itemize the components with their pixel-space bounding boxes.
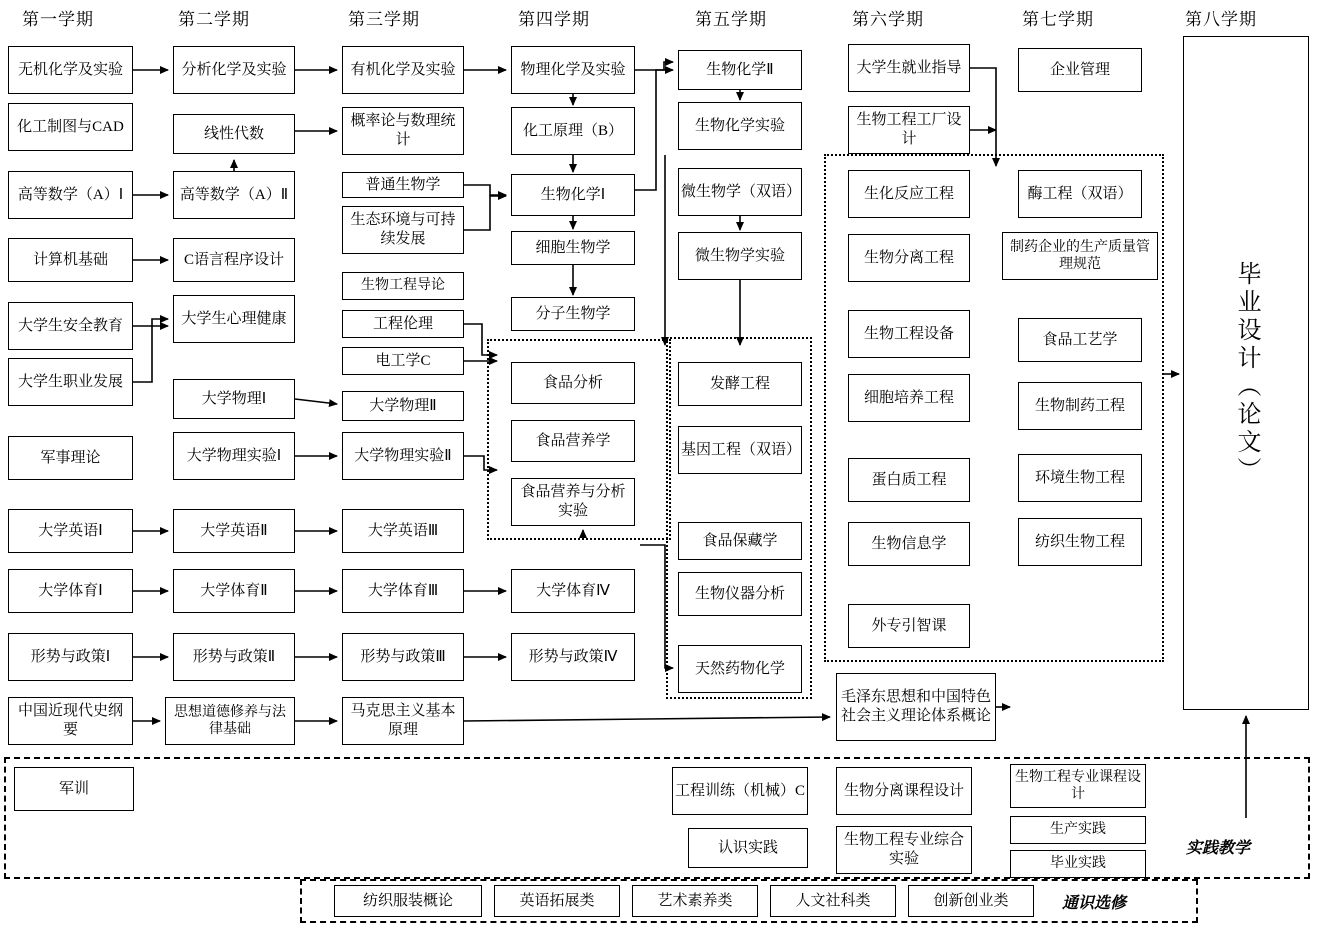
course-node[interactable]: 食品分析 [511,362,635,404]
course-node[interactable]: 生物制药工程 [1018,382,1142,430]
course-node[interactable]: 物理化学及实验 [511,46,635,94]
graduation-design-node[interactable]: 毕业设计（论文） [1183,36,1309,710]
course-node[interactable]: 大学英语Ⅰ [8,509,133,553]
course-node[interactable]: 形势与政策Ⅱ [173,633,295,681]
course-node[interactable]: 线性代数 [173,114,295,154]
practice-node[interactable]: 生物工程专业课程设计 [1010,764,1146,808]
practice-node[interactable]: 认识实践 [688,828,808,868]
course-node[interactable]: 发酵工程 [678,362,802,406]
course-node[interactable]: 有机化学及实验 [342,46,464,94]
course-node[interactable]: 生物化学实验 [678,102,802,150]
elective-node[interactable]: 人文社科类 [770,885,896,917]
course-node[interactable]: 企业管理 [1018,48,1142,92]
course-node[interactable]: 化工制图与CAD [8,103,133,151]
practice-node-military-training[interactable]: 军训 [14,767,134,811]
elective-node[interactable]: 创新创业类 [908,885,1034,917]
elective-node[interactable]: 艺术素养类 [632,885,758,917]
course-node[interactable]: 大学物理实验Ⅰ [173,432,295,480]
course-node[interactable]: 高等数学（A）Ⅱ [173,171,295,219]
course-node[interactable]: 食品工艺学 [1018,318,1142,362]
course-node[interactable]: 生物工程导论 [342,272,464,300]
course-node[interactable]: 酶工程（双语） [1018,170,1142,218]
course-node[interactable]: 生态环境与可持续发展 [342,206,464,254]
course-node[interactable]: 计算机基础 [8,238,133,282]
course-node[interactable]: 无机化学及实验 [8,46,133,94]
semester-title: 第二学期 [178,10,250,29]
elective-node[interactable]: 纺织服装概论 [334,885,482,917]
course-node[interactable]: 大学英语Ⅱ [173,509,295,553]
course-node[interactable]: 外专引智课 [848,604,970,648]
practice-node[interactable]: 毕业实践 [1010,850,1146,878]
course-node[interactable]: 形势与政策Ⅲ [342,633,464,681]
course-node[interactable]: 大学物理Ⅱ [342,391,464,421]
course-node[interactable]: 生物化学Ⅰ [511,174,635,216]
course-node[interactable]: 生物化学Ⅱ [678,50,802,90]
course-node[interactable]: 细胞生物学 [511,231,635,265]
course-node[interactable]: 毛泽东思想和中国特色社会主义理论体系概论 [836,673,996,741]
practice-node[interactable]: 生物分离课程设计 [836,767,972,815]
course-node[interactable]: 食品营养与分析实验 [511,478,635,526]
course-node[interactable]: 微生物学实验 [678,232,802,280]
course-node[interactable]: 生物信息学 [848,522,970,566]
course-node[interactable]: 大学物理实验Ⅱ [342,432,464,480]
course-node[interactable]: 生物工程工厂设计 [848,106,970,154]
course-node[interactable]: 马克思主义基本原理 [342,697,464,745]
practice-node[interactable]: 工程训练（机械）C [672,767,808,815]
course-node[interactable]: 大学生心理健康 [173,295,295,343]
course-node[interactable]: 大学体育Ⅲ [342,569,464,613]
semester-title: 第五学期 [695,10,767,29]
practice-teaching-label: 实践教学 [1186,840,1251,857]
course-node[interactable]: 细胞培养工程 [848,374,970,422]
course-node[interactable]: 大学体育Ⅱ [173,569,295,613]
course-node[interactable]: 化工原理（B） [511,107,635,155]
course-node[interactable]: 军事理论 [8,436,133,480]
elective-node[interactable]: 英语拓展类 [494,885,620,917]
course-node[interactable]: 食品保藏学 [678,522,802,560]
semester-title: 第七学期 [1022,10,1094,29]
semester-title: 第一学期 [22,10,94,29]
course-node[interactable]: 生化反应工程 [848,170,970,218]
course-node[interactable]: 环境生物工程 [1018,454,1142,502]
course-node[interactable]: 形势与政策Ⅰ [8,633,133,681]
course-node[interactable]: 高等数学（A）Ⅰ [8,171,133,219]
course-node[interactable]: 蛋白质工程 [848,458,970,502]
course-node[interactable]: 电工学C [342,347,464,375]
course-node[interactable]: 分子生物学 [511,297,635,331]
course-node[interactable]: 生物分离工程 [848,234,970,282]
semester-title: 第四学期 [518,10,590,29]
course-node[interactable]: 形势与政策Ⅳ [511,633,635,681]
practice-node[interactable]: 生产实践 [1010,816,1146,844]
course-node[interactable]: 大学物理Ⅰ [173,379,295,419]
course-node[interactable]: 大学体育Ⅳ [511,569,635,613]
course-node[interactable]: 大学生安全教育 [8,302,133,350]
course-node[interactable]: 工程伦理 [342,310,464,338]
course-node[interactable]: 食品营养学 [511,420,635,462]
course-node[interactable]: 大学体育Ⅰ [8,569,133,613]
semester-title: 第三学期 [348,10,420,29]
course-node[interactable]: 大学生职业发展 [8,358,133,406]
course-node[interactable]: 普通生物学 [342,172,464,198]
course-node[interactable]: 思想道德修养与法律基础 [165,697,295,745]
course-node[interactable]: 概率论与数理统计 [342,107,464,155]
semester-title: 第六学期 [852,10,924,29]
course-node[interactable]: 制药企业的生产质量管理规范 [1002,232,1158,280]
course-node[interactable]: 中国近现代史纲要 [8,697,133,745]
course-node[interactable]: 大学生就业指导 [848,44,970,92]
general-electives-label: 通识选修 [1062,895,1127,912]
course-node[interactable]: 基因工程（双语） [678,426,802,474]
course-node[interactable]: 纺织生物工程 [1018,518,1142,566]
course-node[interactable]: 生物仪器分析 [678,572,802,616]
course-node[interactable]: 微生物学（双语） [678,168,802,216]
course-node[interactable]: 大学英语Ⅲ [342,509,464,553]
course-node[interactable]: 生物工程设备 [848,310,970,358]
semester-title: 第八学期 [1185,10,1257,29]
course-node[interactable]: 分析化学及实验 [173,46,295,94]
course-node[interactable]: 天然药物化学 [678,645,802,693]
course-node[interactable]: C语言程序设计 [173,238,295,282]
practice-node[interactable]: 生物工程专业综合实验 [836,826,972,874]
